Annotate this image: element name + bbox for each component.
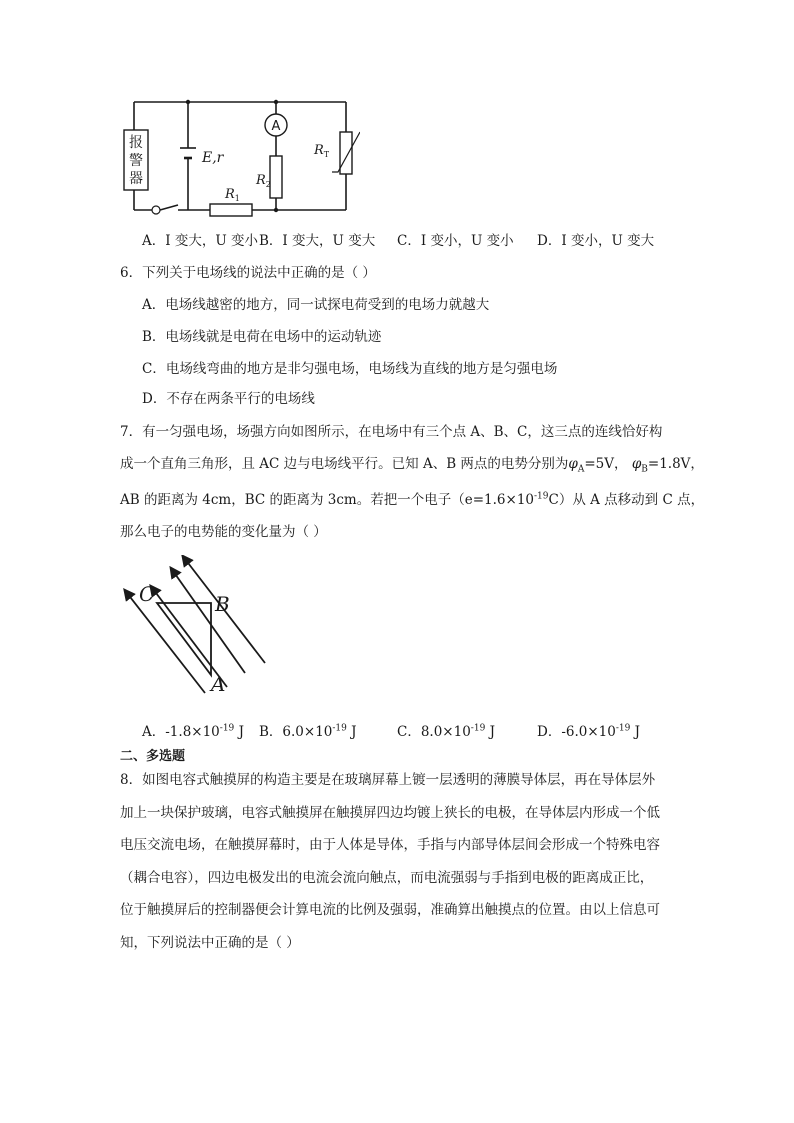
alarm-label-3: 器 [129, 171, 143, 187]
q7-line-2-text: 成一个直角三角形，且 AC 边与电场线平行。已知 A、B 两点的电势分别为 [120, 456, 569, 472]
battery-label: E,r [202, 150, 224, 166]
q7-line-3 [120, 488, 704, 508]
alarm-label-1: 报 [129, 135, 143, 151]
q7-charge: e=1.6×10 [464, 492, 535, 508]
q6-option-c: C．电场线弯曲的地方是非匀强电场，电场线为直线的地方是匀强电场 [142, 361, 558, 377]
r2-label: $R_2$ [256, 173, 271, 189]
q7-line-3-text: AB 的距离为 4cm，BC 的距离为 3cm。若把一个电子（ [120, 492, 465, 508]
q8-line-6: 知，下列说法中正确的是（ ） [120, 934, 300, 951]
q7-option-b: B．$6.0\times 10^{-19}$ J [259, 723, 357, 740]
point-a-label: A [211, 672, 226, 695]
rt-label: $R_T$ [314, 143, 330, 159]
field-diagram [115, 555, 275, 695]
q7-option-c: C．$8.0\times 10^{-19}$ J [397, 723, 495, 740]
alarm-label-2: 警 [129, 153, 143, 169]
q7-option-d: D．$-6.0\times 10^{-19}$ J [537, 723, 641, 740]
q6-option-a: A．电场线越密的地方，同一试探电荷受到的电场力就越大 [142, 297, 490, 313]
r1-label: $R_1$ [225, 187, 240, 203]
q7-option-a: A．$-1.8\times 10^{-19}$ J [142, 723, 244, 740]
q7-line-3-end: C）从 A 点移动到 C 点， [548, 492, 705, 508]
point-b-label: B [215, 592, 230, 616]
q5-option-b: B．I 变大，U 变大 [259, 233, 376, 249]
q7-line-1: 7．有一匀强电场，场强方向如图所示，在电场中有三个点 A、B、C，这三点的连线恰好构 [120, 424, 663, 440]
q7-phi-a: =5V， [584, 456, 628, 472]
circuit-diagram [110, 92, 360, 227]
q6-stem: 6．下列关于电场线的说法中正确的是（ ） [120, 265, 376, 281]
q8-line-5: 位于触摸屏后的控制器便会计算电流的比例及强弱，准确算出触摸点的位置。由以上信息可 [120, 902, 660, 918]
q7-line-4: 那么电子的电势能的变化量为（ ） [120, 524, 327, 540]
ammeter-label: A [271, 119, 281, 134]
q8-paragraph [120, 764, 680, 959]
q5-option-a: A．I 变大，U 变小 [142, 233, 259, 249]
q7-phi-b: =1.8V， [647, 456, 704, 472]
q7-charge-exp: -19 [534, 491, 549, 502]
section-heading-multi-choice: 二、多选题 [120, 749, 186, 764]
q8-line-2: 加上一块保护玻璃，电容式触摸屏在触摸屏四边均镀上狭长的电极，在导体层内形成一个低 [120, 804, 660, 821]
q5-option-c: C．I 变小，U 变小 [397, 233, 514, 249]
point-c-label: C [139, 582, 155, 606]
q6-option-d: D．不存在两条平行的电场线 [142, 391, 315, 407]
q6-option-b: B．电场线就是电荷在电场中的运动轨迹 [142, 329, 382, 345]
q8-line-1: 8．如图电容式触摸屏的构造主要是在玻璃屏幕上镀一层透明的薄膜导体层，再在导体层外 [120, 772, 656, 788]
q8-line-4: （耦合电容），四边电极发出的电流会流向触点，而电流强弱与手指到电极的距离成正比， [120, 869, 654, 886]
q7-line-2: 成一个直角三角形，且 AC 边与电场线平行。已知 A、B 两点的电势分别为$\varphi_A=5V$， $\varphi_B=1.8V$， [120, 456, 704, 475]
q8-line-3: 电压交流电场，在触摸屏幕时，由于人体是导体，手指与内部导体层间会形成一个特殊电容 [120, 837, 660, 853]
q5-option-d: D．I 变小，U 变大 [537, 233, 655, 249]
